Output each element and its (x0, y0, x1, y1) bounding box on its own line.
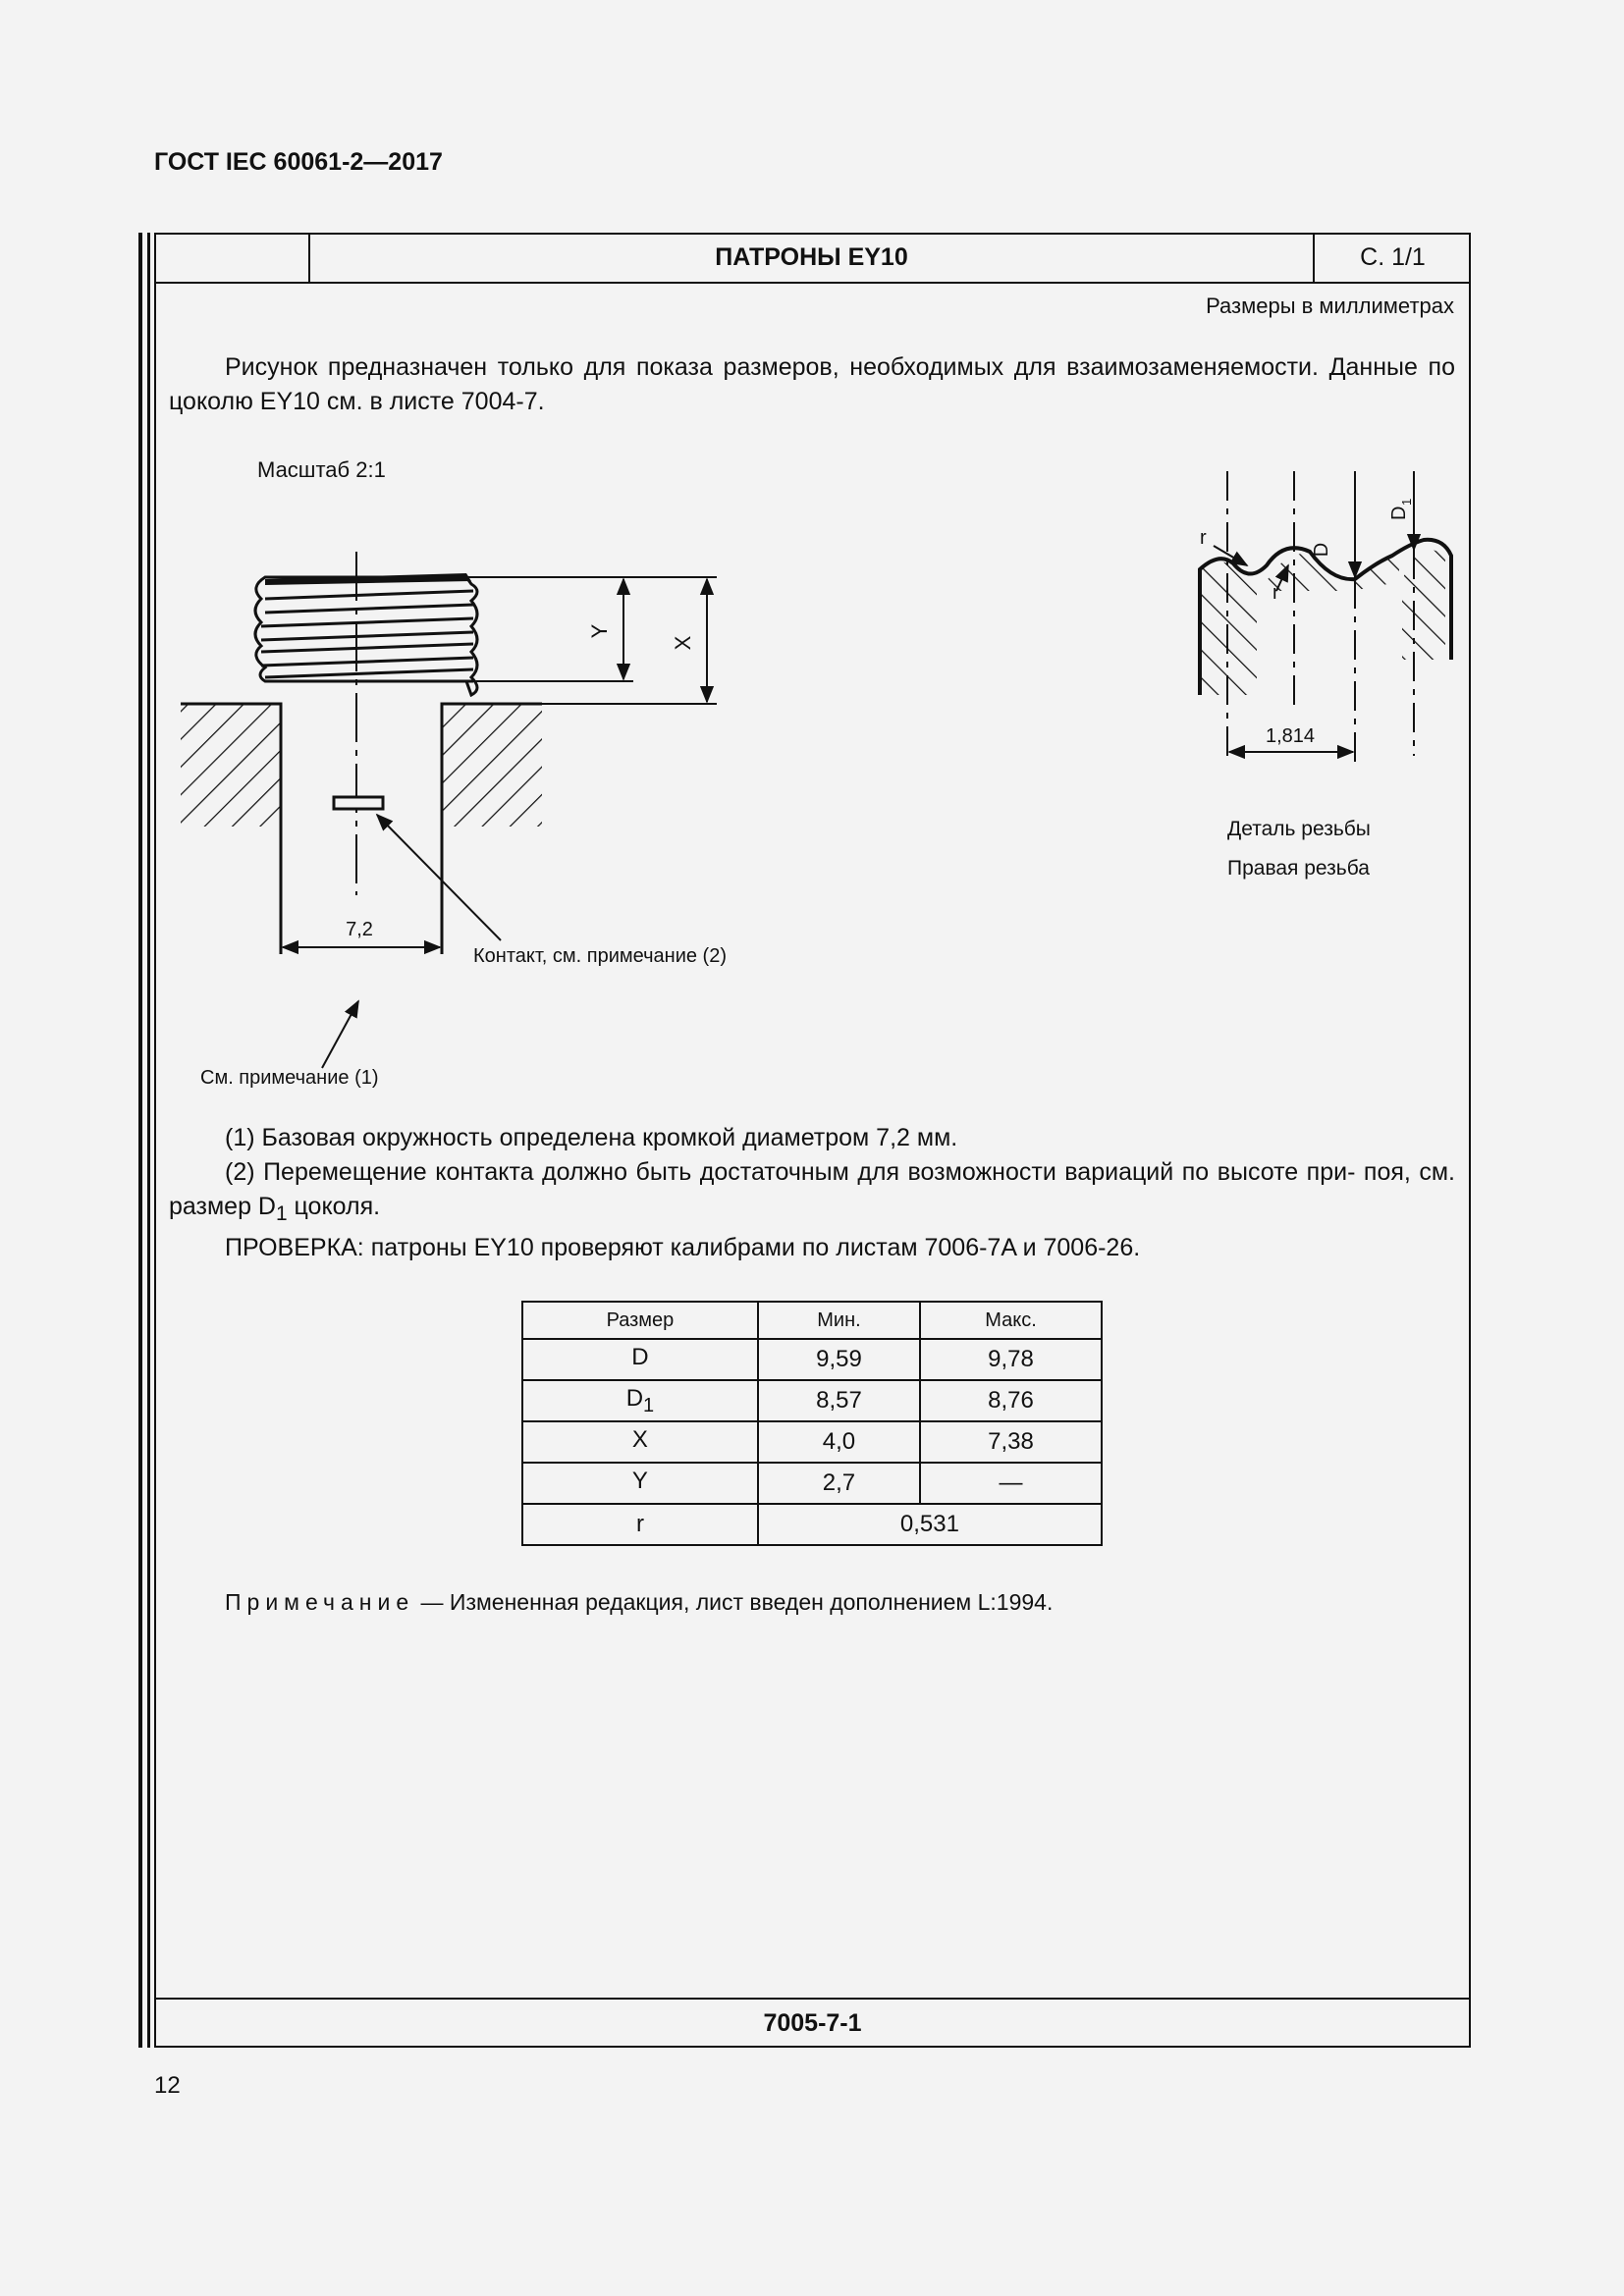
contact-leader (377, 815, 501, 940)
lampholder-drawing (167, 530, 795, 1099)
row-min: 2,7 (758, 1463, 920, 1504)
row-name: $D_1$ (522, 1380, 758, 1421)
table-row (522, 1504, 1102, 1545)
detail-hatch-right (1402, 550, 1445, 660)
dimension-7-2-label: 7,2 (346, 919, 373, 940)
table-row (522, 1421, 1102, 1463)
svg-text:D: D (1388, 506, 1410, 520)
detail-caption-2: Правая резьба (1227, 857, 1370, 880)
row-min: 8,57 (758, 1380, 920, 1421)
hatched-holder-left (181, 704, 281, 827)
dimension-y-label: Y (587, 623, 612, 639)
row-max: 8,76 (920, 1380, 1102, 1421)
header-size: Размер (522, 1302, 758, 1339)
row-max: — (920, 1463, 1102, 1504)
row-name: D (522, 1339, 758, 1380)
row-max: 7,38 (920, 1421, 1102, 1463)
dimensions-table (521, 1301, 1103, 1546)
table-row (522, 1339, 1102, 1380)
row-name: X (522, 1421, 758, 1463)
check-text: ПРОВЕРКА: патроны EY10 проверяют калибрами по листам 7006-7A и 7006-26. (225, 1234, 1141, 1261)
frame-border-line (138, 233, 142, 2048)
hatched-holder-right (442, 704, 542, 827)
row-value: 0,531 (758, 1504, 1102, 1545)
header-max: Макс. (920, 1302, 1102, 1339)
detail-d1-label (1388, 499, 1414, 520)
header-min: Мин. (758, 1302, 920, 1339)
thread-body (255, 573, 477, 695)
notes-block (169, 1121, 1455, 1231)
sheet-title: ПАТРОНЫ EY10 (310, 233, 1315, 282)
row-name: Y (522, 1463, 758, 1504)
frame-border-line (147, 233, 150, 2048)
contact-label: Контакт, см. примечание (2) (473, 945, 727, 967)
table-row (522, 1463, 1102, 1504)
base-circle-leader (322, 1001, 358, 1068)
page-number: 12 (154, 2072, 181, 2099)
sheet-header-blank-cell (154, 233, 310, 284)
row-max: 9,78 (920, 1339, 1102, 1380)
table-row (522, 1380, 1102, 1421)
see-note-label: См. примечание (1) (200, 1067, 379, 1089)
document-header: ГОСТ IEC 60061-2—2017 (154, 148, 443, 176)
scale-label: Масштаб 2:1 (257, 457, 386, 482)
sheet-number: 7005-7-1 (763, 2009, 862, 2037)
row-name: r (522, 1504, 758, 1545)
detail-r-label-2: r (1272, 582, 1279, 604)
table-header-row (522, 1302, 1102, 1339)
note-2: (2) Перемещение контакта должно быть достаточным для возможности вариаций по высоте при- поя, см. размер $D_1$ цоколя. (169, 1158, 1455, 1225)
detail-d-label: D (1311, 542, 1332, 558)
svg-text:1: 1 (1399, 498, 1414, 506)
row-min: 4,0 (758, 1421, 920, 1463)
row-min: 9,59 (758, 1339, 920, 1380)
units-note: Размеры в миллиметрах (1206, 294, 1454, 318)
sheet-page: С. 1/1 (1360, 243, 1426, 271)
detail-caption: Деталь резьбы (1227, 818, 1371, 840)
intro-paragraph: Рисунок предназначен только для показа размеров, необходимых для взаимозаменяемости. Данные по цоколю EY10 см. в листе 7004-7. (169, 353, 1455, 415)
detail-pitch-label: 1,814 (1265, 725, 1316, 747)
detail-r-label: r (1200, 527, 1207, 549)
dimension-x-label: X (671, 635, 695, 651)
note-1: (1) Базовая окружность определена кромкой диаметром 7,2 мм. (225, 1124, 958, 1151)
final-note: Примечание — Измененная редакция, лист введен дополнением L:1994. (225, 1589, 1054, 1615)
contact-symbol (334, 797, 383, 809)
